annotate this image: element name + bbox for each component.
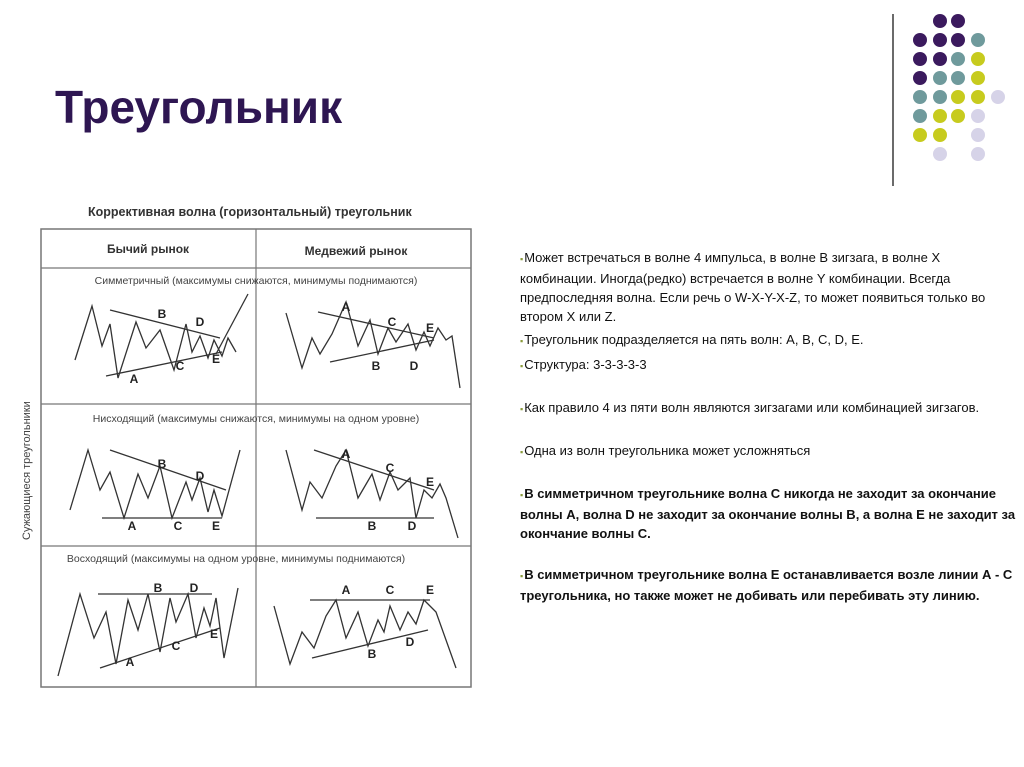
slide-title: Треугольник [55,81,343,133]
wave-label-c: C [385,461,395,475]
decorative-dot [991,90,1005,104]
decorative-dot [933,147,947,161]
decorative-dot [971,109,985,123]
row-label-symmetric: Симметричный (максимумы снижаются, минимумы поднимаются) [94,275,418,287]
decorative-dot [951,33,965,47]
wave-label-b: B [157,457,167,471]
wave-label-d: D [405,635,415,649]
wave-label-c: C [175,359,185,373]
decorative-dot [913,33,927,47]
decorative-dot [933,128,947,142]
decorative-dot [971,71,985,85]
divider-line [892,14,894,186]
point-2-text: Треугольник подразделяется на пять волн: A, B, C, D, E. [524,332,864,347]
decorative-dot [933,52,947,66]
point-7-text: В симметричном треугольнике волна Е останавливается возле линии А - С треугольника, но также может не добивать или перебивать эту линию. [520,567,1013,603]
bullet-icon: ▪ [520,447,524,457]
decorative-dot [933,71,947,85]
point-4-text: Как правило 4 из пяти волн являются зигзагами или комбинацией зигзагов. [524,400,980,415]
wave-label-d: D [189,581,199,595]
wave-label-a: A [341,583,351,597]
point-6 [520,484,1016,543]
decorative-dot [951,52,965,66]
wave-label-c: C [171,639,181,653]
wave-label-c: C [387,315,397,329]
wave-label-d: D [195,315,205,329]
wave-label-e: E [425,583,435,597]
decorative-dot [933,33,947,47]
decorative-dot [933,14,947,28]
point-1-text: Может встречаться в волне 4 импульса, в волне B зигзага, в волне X комбинации. Иногда(редко) встречается в волне Y комбинации. Всегда предпоследняя волна. Если речь о W-X-Y-X-Z, то может появиться только во втором X или Z. [520,250,986,324]
point-7 [520,565,1016,605]
decorative-dot [971,90,985,104]
row-label-descending: Нисходящий (максимумы снижаются, минимумы на одном уровне) [92,413,420,425]
decorative-dot [971,128,985,142]
decorative-dot [971,52,985,66]
wave-label-e: E [211,519,221,533]
wave-label-a: A [341,300,351,314]
wave-label-b: B [153,581,163,595]
header-bull: Бычий рынок [106,242,190,256]
wave-label-c: C [385,583,395,597]
point-4 [520,398,1016,419]
bull-symmetric-wave [75,306,236,378]
decorative-dot [971,33,985,47]
decorative-dot-grid [0,0,1024,200]
bull-descending-wave [70,450,240,518]
decorative-dot [913,109,927,123]
bullet-icon: ▪ [520,254,524,264]
point-5 [520,441,1016,462]
point-2 [520,330,1016,351]
decorative-dot [951,90,965,104]
wave-label-d: D [409,359,419,373]
bear-ascending-wave [274,600,456,668]
decorative-dot [913,52,927,66]
decorative-dot [971,147,985,161]
wave-label-e: E [425,321,435,335]
wave-label-b: B [367,647,377,661]
triangle-figure [40,228,472,690]
figure-title: Коррективная волна (горизонтальный) треугольник [88,205,412,219]
side-label: Сужающиеся треугольники [21,401,33,540]
point-6-text: В симметричном треугольнике волна С никогда не заходит за окончание волны А, волна D не заходит за окончание волны B, а волна Е не заходит за окончание волны С. [520,486,1016,541]
bullet-icon: ▪ [520,404,524,414]
point-1 [520,248,1016,326]
bear-symmetric-wave [286,302,460,388]
bullet-icon: ▪ [520,361,524,371]
wave-label-a: A [127,519,137,533]
decorative-dot [951,71,965,85]
wave-label-b: B [157,307,167,321]
wave-label-a: A [125,655,135,669]
point-3 [520,355,1016,376]
point-5-text: Одна из волн треугольника может усложняться [524,443,811,458]
decorative-dot [933,90,947,104]
wave-label-c: C [173,519,183,533]
bull-descending-upper-line [110,450,226,490]
point-3-text: Структура: 3-3-3-3-3 [524,357,647,372]
wave-label-e: E [425,475,435,489]
wave-label-d: D [407,519,417,533]
decorative-dot [933,109,947,123]
decorative-dot [913,71,927,85]
wave-label-e: E [209,627,219,641]
bullet-icon: ▪ [520,336,524,346]
decorative-dot [951,109,965,123]
bull-symmetric-lower-line [106,352,222,376]
header-bear: Медвежий рынок [304,244,408,258]
bullet-icon: ▪ [520,490,524,500]
wave-label-e: E [211,352,221,366]
wave-label-a: A [341,447,351,461]
row-label-ascending: Восходящий (максимумы на одном уровне, минимумы поднимаются) [66,553,406,565]
decorative-dot [913,90,927,104]
bear-descending-upper-line [314,450,434,490]
text-panel [520,248,1016,605]
decorative-dot [951,14,965,28]
bull-ascending-lower-line [100,628,220,668]
wave-label-b: B [367,519,377,533]
wave-label-b: B [371,359,381,373]
decorative-dot [913,128,927,142]
wave-label-a: A [129,372,139,386]
bullet-icon: ▪ [520,571,524,581]
wave-label-d: D [195,469,205,483]
